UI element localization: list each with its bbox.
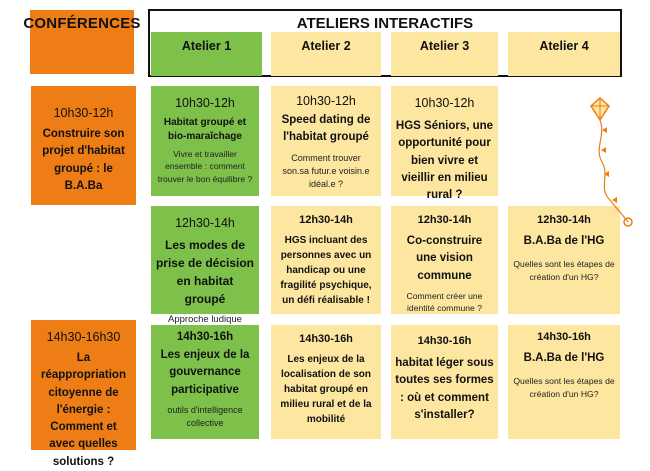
- row1-atelier3-title: HGS Séniors, une opportunité pour bien vivre et vieillir en milieu rural ?: [395, 120, 494, 201]
- row2-atelier2-card: [271, 206, 381, 314]
- row2-atelier1-time: 12h30-14h: [175, 216, 235, 230]
- column-header-atelier-1: Atelier 1: [151, 32, 262, 76]
- row3-atelier1-card: [151, 325, 259, 439]
- row2-atelier3-subtitle: Comment créer une identité commune ?: [406, 290, 483, 314]
- conference-slot-1-time: 10h30-12h: [53, 106, 114, 120]
- kite-icon: [588, 96, 638, 236]
- conference-slot-2: [31, 320, 136, 468]
- row2-atelier1-card: [151, 206, 259, 325]
- row1-atelier2-title: Speed dating de l'habitat groupé: [281, 114, 371, 144]
- row1-atelier1-subtitle: Vivre et travailler ensemble : comment trouver le bon équilibre ?: [157, 149, 253, 184]
- row3-atelier4-card: [508, 325, 620, 439]
- column-header-atelier-3: Atelier 3: [391, 32, 498, 76]
- row1-atelier2-card: [271, 86, 381, 196]
- column-header-atelier-4: Atelier 4: [508, 32, 620, 76]
- conferences-header: [23, 10, 141, 74]
- row2-atelier4-time: 12h30-14h: [537, 214, 591, 226]
- row2-atelier1-title: Les modes de prise de décision en habitat groupé: [155, 238, 255, 306]
- ateliers-title: ATELIERS INTERACTIFS: [296, 15, 474, 32]
- column-header-atelier-2: Atelier 2: [271, 32, 381, 76]
- row2-atelier2-time: 12h30-14h: [299, 214, 353, 226]
- row1-atelier1-time: 10h30-12h: [175, 96, 235, 110]
- row1-atelier1-title: Habitat groupé et bio-maraîchage: [163, 117, 247, 142]
- row3-atelier2-title: Les enjeux de la localisation de son habitat groupé en milieu rural et de la mobilité: [280, 354, 372, 425]
- row3-atelier4-subtitle: Quelles sont les étapes de création d'un HG?: [513, 376, 615, 399]
- row2-atelier4-subtitle: Quelles sont les étapes de création d'un HG?: [513, 259, 615, 282]
- row2-atelier3-time: 12h30-14h: [417, 214, 472, 226]
- row2-atelier1-subtitle: Approche ludique: [168, 314, 242, 325]
- conferences-title: CONFÉRENCES: [23, 15, 141, 32]
- row3-atelier2-time: 14h30-16h: [299, 333, 353, 345]
- conference-slot-1-title: Construire son projet d'habitat groupé : le B.A.Ba: [42, 128, 125, 192]
- row3-atelier3-time: 14h30-16h: [417, 335, 472, 347]
- conference-slot-2-time: 14h30-16h30: [46, 330, 121, 344]
- row1-atelier3-card: [391, 86, 498, 201]
- row1-atelier3-time: 10h30-12h: [414, 96, 475, 110]
- row1-atelier2-time: 10h30-12h: [296, 94, 356, 108]
- conference-slot-1: [31, 86, 136, 205]
- row2-atelier3-card: [391, 206, 498, 314]
- row3-atelier1-time: 14h30-16h: [176, 331, 234, 343]
- row3-atelier3-card: [391, 325, 498, 439]
- row2-atelier3-title: Co-construire une vision commune: [406, 235, 483, 282]
- row2-atelier4-title: B.A.Ba de l'HG: [523, 235, 605, 247]
- row1-atelier2-subtitle: Comment trouver son.sa futur.e voisin.e idéal.e ?: [282, 152, 370, 189]
- row1-atelier1-card: [151, 86, 259, 196]
- row3-atelier1-subtitle: outils d'intelligence collective: [167, 404, 243, 428]
- conference-slot-2-title: La réappropriation citoyenne de l'énergie : Comment et avec quelles solutions ?: [41, 352, 126, 468]
- row3-atelier4-time: 14h30-16h: [537, 331, 591, 343]
- row3-atelier4-title: B.A.Ba de l'HG: [523, 352, 605, 364]
- row3-atelier3-title: habitat léger sous toutes ses formes : où et comment s'installer?: [395, 357, 494, 421]
- row3-atelier2-card: [271, 325, 381, 439]
- row2-atelier2-title: HGS incluant des personnes avec un handicap ou une fragilité psychique, un défi réalisable !: [280, 235, 372, 306]
- row3-atelier1-title: Les enjeux de la gouvernance participative: [160, 349, 250, 396]
